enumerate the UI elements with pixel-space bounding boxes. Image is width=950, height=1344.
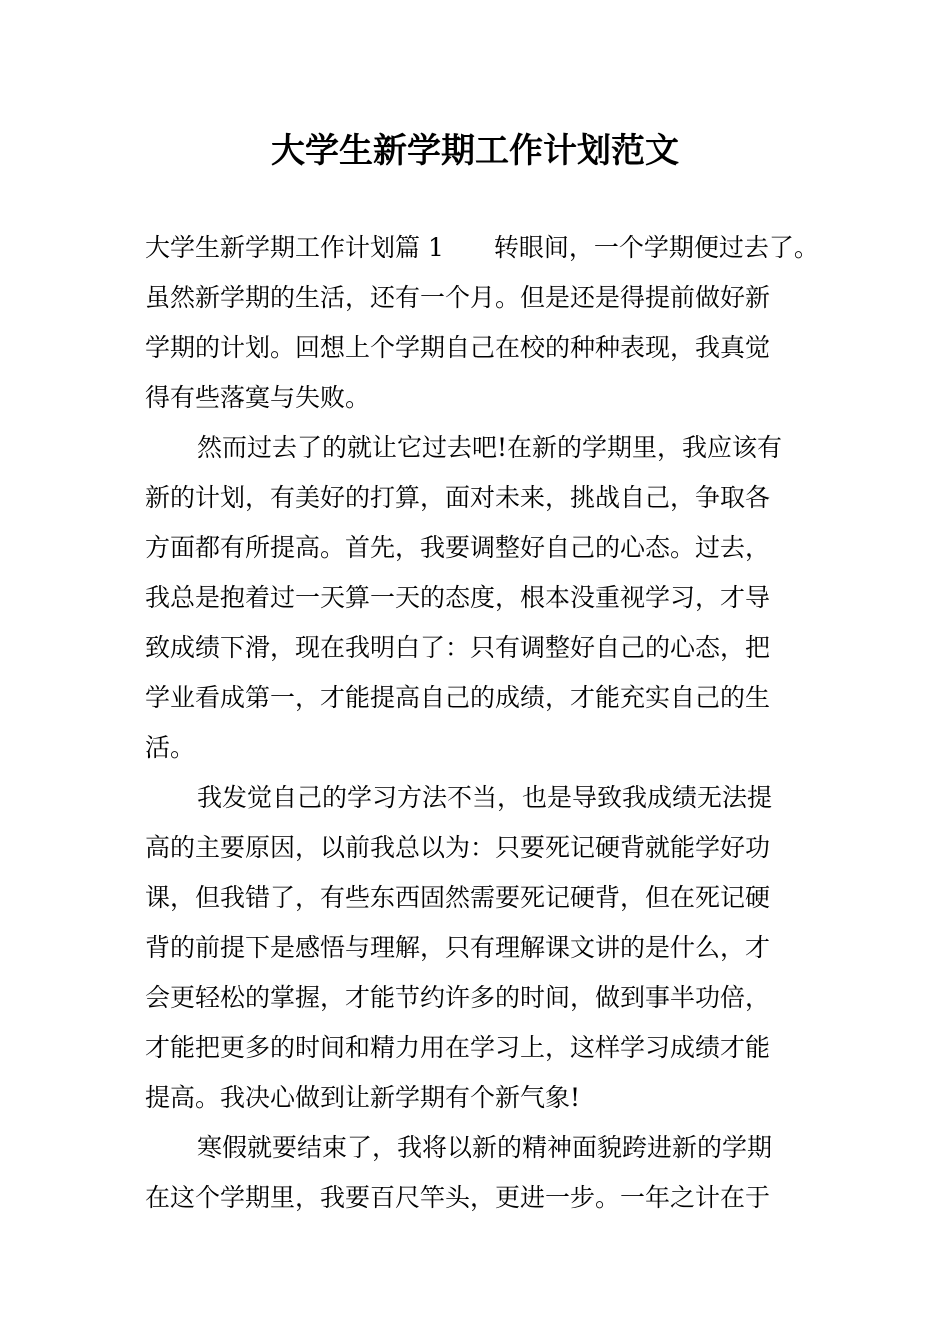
paragraph-line: 寒假就要结束了，我将以新的精神面貌跨进新的学期	[197, 1133, 773, 1162]
paragraph-line: 高的主要原因，以前我总以为：只要死记硬背就能学好功	[145, 833, 771, 862]
paragraph-line: 才能把更多的时间和精力用在学习上，这样学习成绩才能	[145, 1033, 771, 1062]
paragraph-line: 学业看成第一，才能提高自己的成绩，才能充实自己的生	[145, 683, 771, 712]
paragraph-line: 在这个学期里，我要百尺竿头，更进一步。一年之计在于	[145, 1183, 771, 1212]
paragraph-line: 方面都有所提高。首先，我要调整好自己的心态。过去，	[145, 533, 771, 562]
paragraph-line: 新的计划，有美好的打算，面对未来，挑战自己，争取各	[145, 483, 771, 512]
paragraph-line: 致成绩下滑，现在我明白了：只有调整好自己的心态，把	[145, 633, 771, 662]
paragraph-line: 提高。我决心做到让新学期有个新气象!	[145, 1083, 581, 1112]
paragraph-line: 背的前提下是感悟与理解，只有理解课文讲的是什么，才	[145, 933, 771, 962]
paragraph-line: 学期的计划。回想上个学期自己在校的种种表现，我真觉	[145, 333, 771, 362]
document-title: 大学生新学期工作计划范文	[271, 131, 679, 171]
paragraph-line: 我总是抱着过一天算一天的态度，根本没重视学习，才导	[145, 583, 771, 612]
paragraph-line: 大学生新学期工作计划篇 1 转眼间，一个学期便过去了。	[145, 233, 819, 262]
paragraph-line: 课，但我错了，有些东西固然需要死记硬背，但在死记硬	[145, 883, 771, 912]
paragraph-line: 活。	[145, 733, 196, 762]
paragraph-line: 虽然新学期的生活，还有一个月。但是还是得提前做好新	[145, 283, 771, 312]
paragraph-line: 会更轻松的掌握，才能节约许多的时间，做到事半功倍，	[145, 983, 771, 1012]
paragraph-line: 我发觉自己的学习方法不当，也是导致我成绩无法提	[197, 783, 773, 812]
paragraph-line: 得有些落寞与失败。	[145, 383, 371, 412]
paragraph-line: 然而过去了的就让它过去吧!在新的学期里，我应该有	[197, 433, 783, 462]
